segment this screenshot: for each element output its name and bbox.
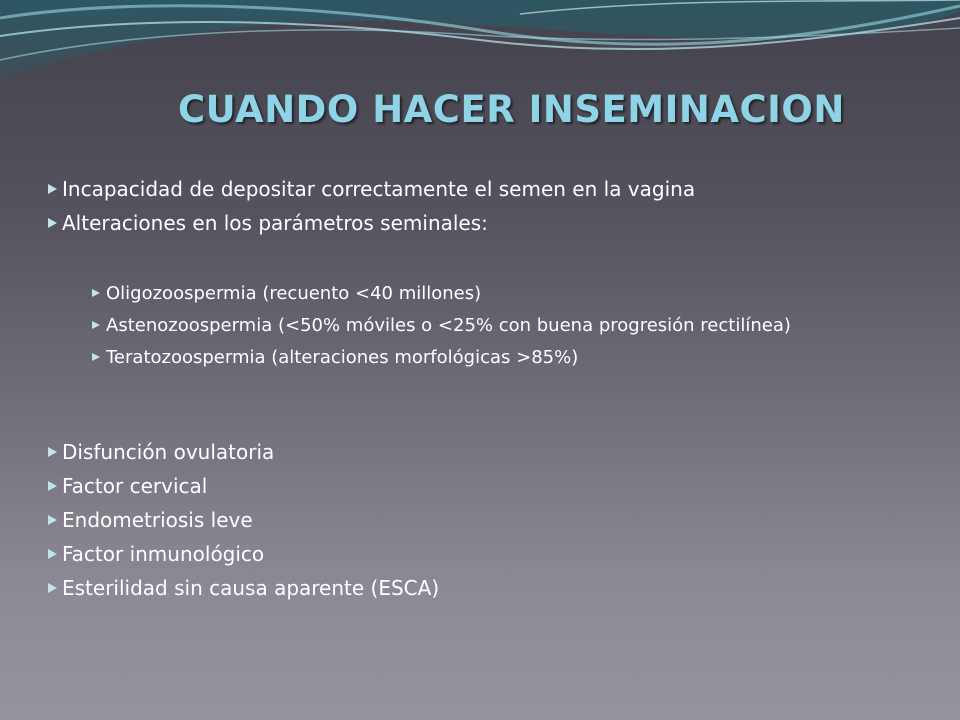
arrow-right-icon — [92, 353, 100, 361]
list-item-text: Esterilidad sin causa aparente (ESCA) — [62, 576, 440, 600]
arrow-right-icon — [48, 218, 57, 228]
arrow-right-icon — [48, 481, 57, 491]
list-item-text: Disfunción ovulatoria — [62, 440, 275, 464]
list-item-text: Oligozoospermia (recuento <40 millones) — [106, 283, 482, 304]
list-item — [48, 469, 928, 503]
list-item — [48, 172, 928, 206]
arrow-right-icon — [92, 321, 100, 329]
list-item-text: Alteraciones en los parámetros seminales: — [62, 211, 488, 235]
list-item — [48, 537, 928, 571]
list-item-text: Astenozoospermia (<50% móviles o <25% con buena progresión rectilínea) — [106, 315, 791, 336]
list-item-text: Endometriosis leve — [62, 508, 253, 532]
slide-title: CUANDO HACER INSEMINACION — [178, 88, 845, 131]
bullet-list-seminal-parameters — [92, 284, 912, 368]
bullet-list-primary — [48, 172, 928, 240]
bullet-list-secondary — [48, 435, 928, 605]
list-item-text: Incapacidad de depositar correctamente el semen en la vagina — [62, 177, 696, 201]
arrow-right-icon — [48, 447, 57, 457]
list-item — [48, 503, 928, 537]
arrow-right-icon — [48, 515, 57, 525]
list-item — [48, 571, 928, 605]
decorative-wave-header — [0, 0, 960, 100]
arrow-right-icon — [48, 549, 57, 559]
arrow-right-icon — [92, 289, 100, 297]
list-item-text: Teratozoospermia (alteraciones morfológicas >85%) — [106, 347, 579, 368]
arrow-right-icon — [48, 184, 57, 194]
list-item-text: Factor cervical — [62, 474, 208, 498]
list-item — [92, 316, 912, 336]
list-item — [92, 284, 912, 304]
list-item-text: Factor inmunológico — [62, 542, 265, 566]
list-item — [92, 348, 912, 368]
arrow-right-icon — [48, 583, 57, 593]
list-item — [48, 206, 928, 240]
list-item — [48, 435, 928, 469]
